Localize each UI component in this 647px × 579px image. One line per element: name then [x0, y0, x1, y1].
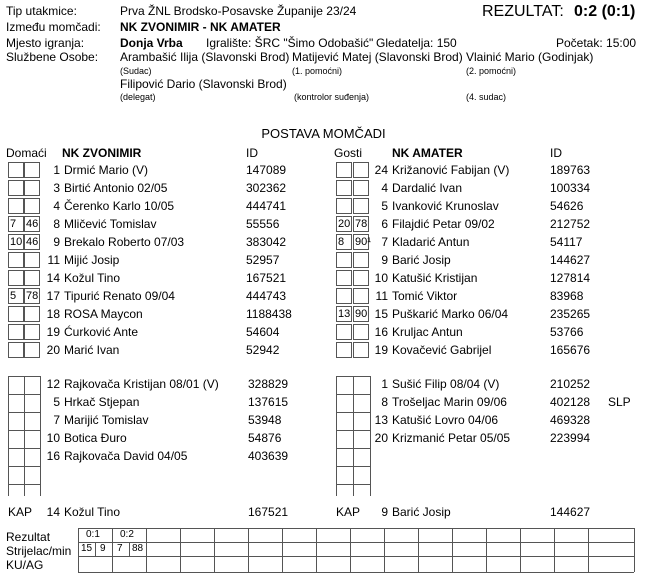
player-name: Kovačević Gabrijel: [392, 343, 492, 357]
player-name: Marić Ivan: [64, 343, 120, 357]
score-cell: 0:1: [86, 529, 100, 540]
player-number: 17: [46, 289, 60, 303]
away-captain-id: 144627: [550, 505, 591, 519]
home-captain-name: Kožul Tino: [64, 505, 121, 519]
player-name: Kladarić Antun: [392, 235, 470, 249]
player-id: 53948: [248, 413, 282, 427]
player-name: Kruljac Antun: [392, 325, 463, 339]
home-captain-label: KAP: [8, 505, 33, 519]
player-name: Birtić Antonio 02/05: [64, 181, 168, 195]
sub-number-box: [8, 270, 24, 286]
player-id: 1188438: [246, 307, 292, 321]
attendance: Gledatelja: 150: [376, 36, 457, 50]
assistant-2: Vlainić Mario (Godinjak): [466, 50, 594, 64]
sub-number-box: [8, 306, 24, 322]
player-id: 54117: [550, 235, 583, 249]
venue-value: Donja Vrba: [120, 36, 183, 50]
player-id: 223994: [550, 431, 591, 445]
player-name: Mličević Tomislav: [64, 217, 157, 231]
player-number: 19: [46, 325, 60, 339]
player-name: Krizmanić Petar 05/05: [392, 431, 511, 445]
away-captain-name: Barić Josip: [392, 505, 451, 519]
player-name: Marijić Tomislav: [64, 413, 149, 427]
player-number: 7: [381, 235, 388, 249]
player-number: 20: [46, 343, 60, 357]
controller-role: (kontrolor suđenja): [294, 92, 370, 102]
sub-number-box: 20: [338, 218, 351, 230]
player-name: Drmić Mario (V): [64, 163, 148, 177]
delegate-role: (delegat): [120, 92, 156, 102]
player-number: 12: [46, 377, 60, 391]
player-id: 137615: [248, 395, 289, 409]
sub-number-box: [8, 198, 24, 214]
player-number: 10: [46, 431, 60, 445]
player-name: Kožul Tino: [64, 271, 121, 285]
player-number: 10: [374, 271, 388, 285]
player-id: 302362: [246, 181, 287, 195]
home-captain-id: 167521: [248, 505, 289, 519]
scorer-number: 7: [117, 543, 123, 554]
player-id: 54604: [246, 325, 280, 339]
venue-label: Mjesto igranja:: [6, 36, 85, 50]
player-id: 127814: [550, 271, 591, 285]
player-id: 383042: [246, 235, 287, 249]
scorer-minute: 88: [132, 543, 144, 554]
sub-number-box: [8, 180, 24, 196]
player-id: 444743: [246, 289, 287, 303]
score-cell: 0:2: [120, 529, 134, 540]
player-name: Rajkovača Kristijan 08/01 (V): [64, 377, 219, 391]
player-number: 16: [374, 325, 388, 339]
player-number: 4: [53, 199, 60, 213]
sub-number-box: [336, 162, 352, 178]
player-number: 5: [381, 199, 388, 213]
sub-minute-box: 78: [355, 218, 368, 230]
sub-minute-box: 46: [26, 218, 39, 230]
referee-role: (Sudac): [120, 66, 152, 76]
player-name: Tomić Viktor: [392, 289, 458, 303]
player-number: 16: [46, 449, 60, 463]
teams-value: NK ZVONIMIR - NK AMATER: [120, 20, 281, 34]
away-id-header: ID: [550, 146, 562, 160]
sub-number-box: 8: [336, 234, 352, 250]
player-id: 144627: [550, 253, 591, 267]
player-number: 15: [374, 307, 388, 321]
away-captain-number: 9: [381, 505, 388, 519]
player-id: 403639: [248, 449, 289, 463]
player-number: 1: [381, 377, 388, 391]
player-name: Čerenko Karlo 10/05: [64, 199, 175, 213]
player-number: 24: [374, 163, 388, 177]
player-id: 328829: [248, 377, 289, 391]
player-name: ROSA Maycon: [64, 307, 143, 321]
sub-number-box: [336, 252, 352, 268]
player-name: Tipurić Renato 09/04: [64, 289, 175, 303]
player-name: Hrkač Stjepan: [64, 395, 140, 409]
player-id: 147089: [246, 163, 287, 177]
result-row-label: Rezultat: [6, 530, 51, 544]
player-number: 6: [381, 217, 388, 231]
assistant-1-role: (1. pomoćni): [292, 66, 343, 76]
player-id: 54626: [550, 199, 584, 213]
sub-number-box: [8, 252, 24, 268]
sub-number-box: 7: [8, 216, 24, 232]
player-name: Katušić Lovro 04/06: [392, 413, 499, 427]
teams-label: Između momčadi:: [6, 20, 101, 34]
assistant-1: Matijević Matej (Slavonski Brod): [292, 50, 463, 64]
player-name: Filajdić Petar 09/02: [392, 217, 495, 231]
player-number: 19: [374, 343, 388, 357]
stadium: Igralište: ŠRC "Šimo Odobašić": [206, 36, 374, 50]
player-number: 18: [46, 307, 60, 321]
away-team-name: NK AMATER: [392, 146, 463, 160]
sub-minute-box: 90: [355, 308, 368, 320]
scorer-row-label: Strijelac/min: [6, 544, 72, 558]
player-id: 165676: [550, 343, 591, 357]
scorer-number: 15: [81, 543, 93, 554]
match-type-label: Tip utakmice:: [6, 4, 77, 18]
sub-number-box: [336, 198, 352, 214]
match-type-value: Prva ŽNL Brodsko-Posavske Županije 23/24: [120, 4, 357, 18]
player-id: 53766: [550, 325, 584, 339]
player-number: 9: [53, 235, 60, 249]
player-number: 3: [53, 181, 60, 195]
sub-number-box: 10: [10, 236, 23, 248]
player-name: Ćurković Ante: [64, 325, 139, 339]
sub-minute-box: 46: [26, 236, 39, 248]
away-captain-label: KAP: [336, 505, 361, 519]
sub-number-box: [336, 180, 352, 196]
player-name: Mijić Josip: [64, 253, 120, 267]
player-id: 83968: [550, 289, 584, 303]
player-number: 13: [374, 413, 388, 427]
player-id: 100334: [550, 181, 591, 195]
delegate: Filipović Dario (Slavonski Brod): [120, 77, 287, 91]
kickoff-time: Početak: 15:00: [556, 36, 637, 50]
fourth-official-role: (4. sudac): [466, 92, 507, 102]
sub-number-box: [8, 162, 24, 178]
player-id: 235265: [550, 307, 591, 321]
player-id: 212752: [550, 217, 591, 231]
referee: Arambašić Ilija (Slavonski Brod): [120, 50, 290, 64]
player-name: Botica Đuro: [64, 431, 127, 445]
sub-minute-box: 78: [26, 290, 39, 302]
player-number: 1: [53, 163, 60, 177]
result-value: 0:2 (0:1): [574, 3, 636, 20]
player-note: SLP: [608, 395, 631, 409]
home-side-label: Domaći: [6, 146, 47, 160]
player-name: Brekalo Roberto 07/03: [64, 235, 185, 249]
player-number: 5: [53, 395, 60, 409]
player-number: 7: [53, 413, 60, 427]
player-name: Dardalić Ivan: [392, 181, 463, 195]
lineup-title: POSTAVA MOMČADI: [261, 126, 386, 141]
player-name: Barić Josip: [392, 253, 451, 267]
player-id: 55556: [246, 217, 280, 231]
player-number: 14: [46, 271, 60, 285]
cards-row-label: KU/AG: [6, 558, 44, 572]
player-number: 8: [53, 217, 60, 231]
sub-number-box: [336, 288, 352, 304]
player-name: Katušić Kristijan: [392, 271, 478, 285]
player-number: 20: [374, 431, 388, 445]
player-id: 444741: [246, 199, 287, 213]
sub-number-box: [8, 324, 24, 340]
sub-number-box: [336, 342, 352, 358]
sub-number-box: 13: [338, 308, 351, 320]
home-team-name: NK ZVONIMIR: [62, 146, 142, 160]
player-name: Križanović Fabijan (V): [392, 163, 510, 177]
player-name: Rajkovača David 04/05: [64, 449, 188, 463]
result-label: REZULTAT:: [482, 3, 564, 20]
player-number: 8: [381, 395, 388, 409]
officials-label: Službene Osobe:: [6, 50, 99, 64]
away-side-label: Gosti: [334, 146, 363, 160]
player-id: 210252: [550, 377, 591, 391]
sub-number-box: 5: [8, 288, 24, 304]
player-id: 52942: [246, 343, 280, 357]
assistant-2-role: (2. pomoćni): [466, 66, 517, 76]
sub-number-box: [336, 324, 352, 340]
sub-minute-box: 90¹: [355, 236, 371, 248]
sub-number-box: [8, 342, 24, 358]
player-id: 54876: [248, 431, 282, 445]
player-id: 167521: [246, 271, 287, 285]
player-name: Sušić Filip 08/04 (V): [392, 377, 500, 391]
player-number: 11: [47, 253, 60, 267]
scorer-minute: 9: [100, 543, 106, 554]
player-number: 4: [381, 181, 388, 195]
player-id: 402128: [550, 395, 591, 409]
player-name: Trošeljac Marin 09/06: [392, 395, 507, 409]
player-id: 52957: [246, 253, 280, 267]
home-id-header: ID: [246, 146, 258, 160]
home-captain-number: 14: [46, 505, 60, 519]
player-id: 189763: [550, 163, 591, 177]
player-number: 9: [381, 253, 388, 267]
player-name: Puškarić Marko 06/04: [392, 307, 509, 321]
player-id: 469328: [550, 413, 591, 427]
player-name: Ivanković Krunoslav: [392, 199, 499, 213]
sub-number-box: [336, 270, 352, 286]
player-number: 11: [375, 289, 388, 303]
